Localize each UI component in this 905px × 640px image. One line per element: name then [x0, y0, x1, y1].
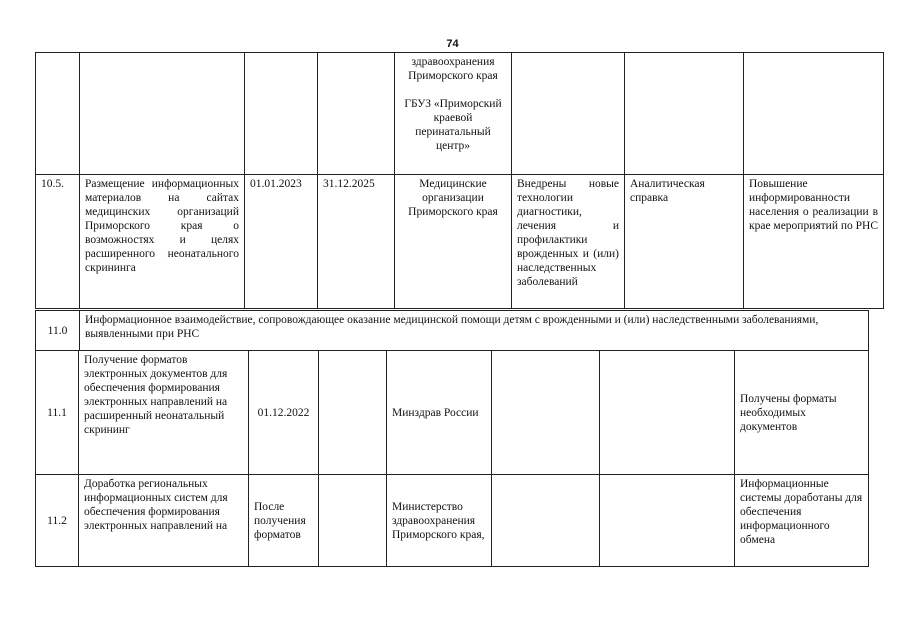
cell [512, 53, 625, 175]
end-date [319, 351, 387, 475]
cell [245, 53, 318, 175]
row-number: 11.1 [36, 351, 79, 475]
indicator: Повышение информированности населения о реализации в крае мероприятий по РНС [744, 175, 884, 309]
continued-executor: здравоохранения Приморского края ГБУЗ «Приморский краевой перинатальный центр» [395, 53, 512, 175]
control-form: Аналитическая справка [625, 175, 744, 309]
section-row-11-0 [36, 311, 869, 351]
start-date: После получения форматов [249, 475, 319, 567]
indicator: Получены форматы необходимых документов [735, 351, 869, 475]
table-row-10-5 [36, 175, 884, 309]
end-date [319, 475, 387, 567]
section-table [35, 310, 869, 351]
control-form [600, 475, 735, 567]
table-row-11-1 [36, 351, 869, 475]
cell [744, 53, 884, 175]
activity-name: Размещение информационных материалов на сайтах медицинских организаций Приморского края о возможностях и целях расширенного неонатального скрининга [80, 175, 245, 309]
activity-name: Доработка региональных информационных систем для обеспечения формирования электронных направлений на [79, 475, 249, 567]
result [492, 475, 600, 567]
plan-table-upper [35, 52, 884, 309]
executor: Минздрав России [387, 351, 492, 475]
cell [625, 53, 744, 175]
cell [36, 53, 80, 175]
start-date: 01.01.2023 [245, 175, 318, 309]
section-number: 11.0 [36, 311, 80, 351]
plan-table-lower [35, 350, 869, 567]
cell [80, 53, 245, 175]
table-row-11-2 [36, 475, 869, 567]
end-date: 31.12.2025 [318, 175, 395, 309]
row-number: 11.2 [36, 475, 79, 567]
indicator: Информационные системы доработаны для обеспечения информационного обмена [735, 475, 869, 567]
result: Внедрены новые технологии диагностики, лечения и профилактики врожденных и (или) наследственных заболеваний [512, 175, 625, 309]
executor: Министерство здравоохранения Приморского края, [387, 475, 492, 567]
page-number: 74 [446, 38, 459, 50]
continued-row [36, 53, 884, 175]
control-form [600, 351, 735, 475]
row-number: 10.5. [36, 175, 80, 309]
cell [318, 53, 395, 175]
result [492, 351, 600, 475]
executor: Медицинские организации Приморского края [395, 175, 512, 309]
activity-name: Получение форматов электронных документов для обеспечения формирования электронных направлений на расширенный неонатальный скрининг [79, 351, 249, 475]
start-date: 01.12.2022 [249, 351, 319, 475]
section-title: Информационное взаимодействие, сопровождающее оказание медицинской помощи детям с врожденными и (или) наследственными заболеваниями, выявленными при РНС [80, 311, 869, 351]
